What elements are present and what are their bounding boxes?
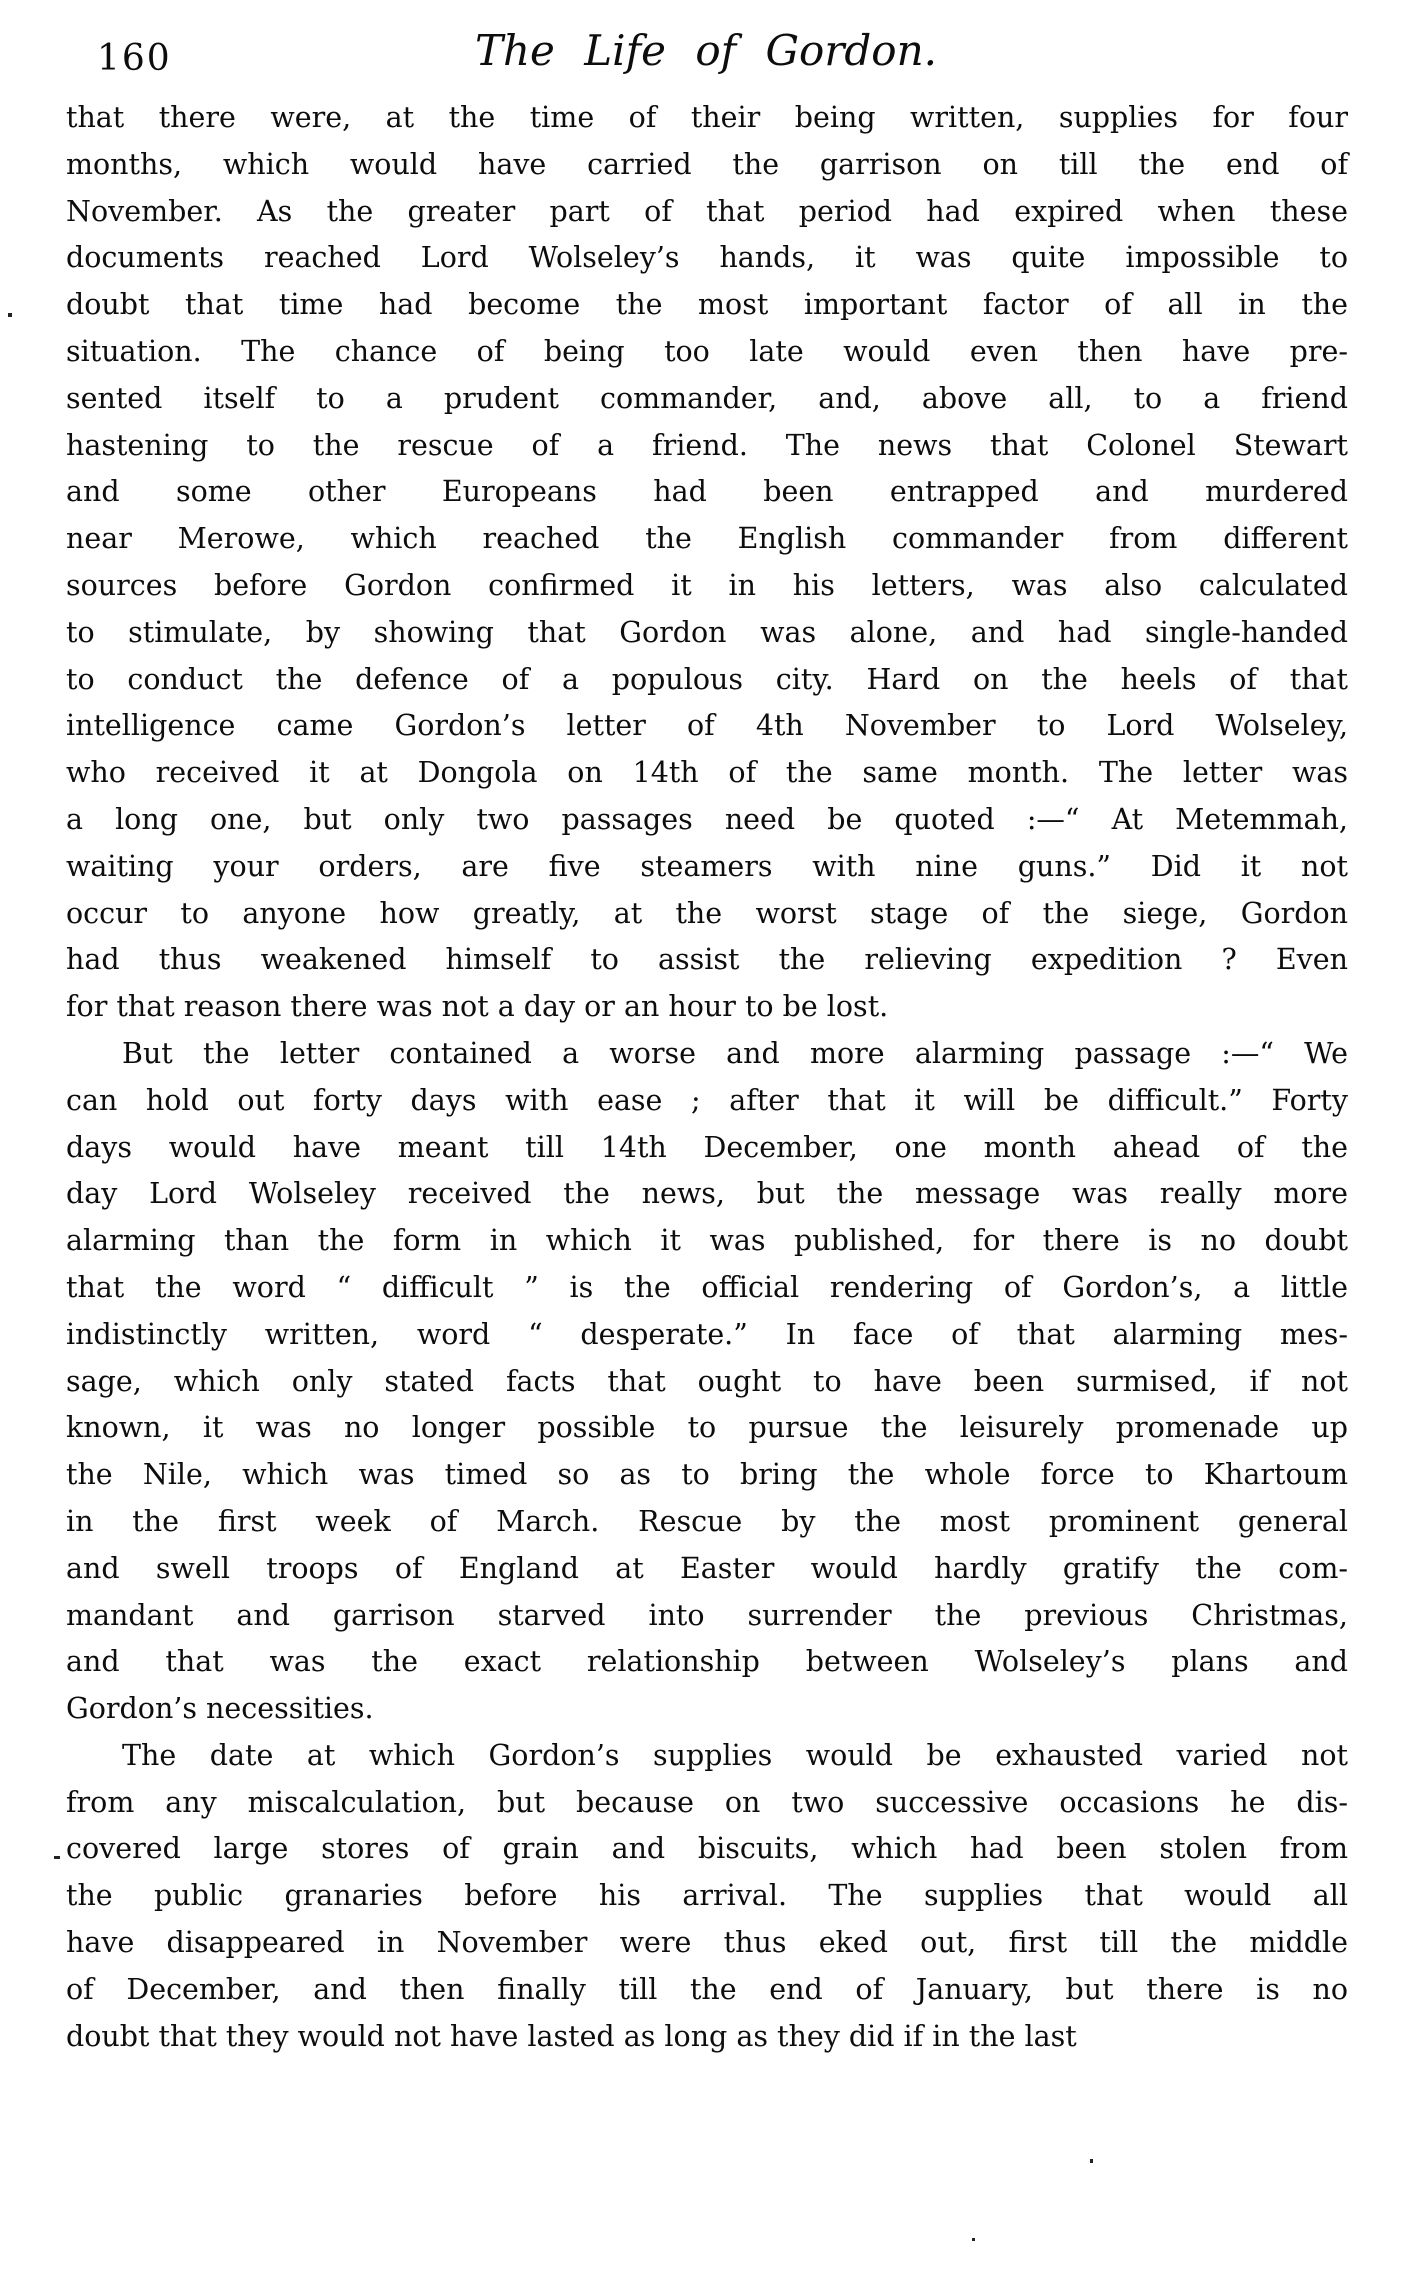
text-line: and swell troops of England at Easter would hardly gratify the com- [66,1551,1348,1585]
text-line: doubt that they would not have lasted as long as they did if in the last [66,2019,1077,2053]
paragraph [66,1733,1348,2061]
text-line: in the first week of March. Rescue by the most prominent general [66,1504,1348,1538]
scan-artifact [8,313,12,317]
text-line: doubt that time had become the most important factor of all in the [66,288,1348,322]
text-line: a long one, but only two passages need be quoted :—“ At Metemmah, [66,802,1348,836]
page-header [0,18,1412,82]
text-line: for that reason there was not a day or an hour to be lost. [66,990,889,1024]
paragraph [66,1031,1348,1733]
text-line: alarming than the form in which it was published, for there is no doubt [66,1224,1348,1258]
text-line: months, which would have carried the garrison on till the end of [66,147,1348,181]
text-line: the public granaries before his arrival. The supplies that would all [66,1879,1348,1913]
text-line: to conduct the defence of a populous city. Hard on the heels of that [66,662,1348,696]
text-line: covered large stores of grain and biscuits, which had been stolen from [66,1832,1348,1866]
text-line: Gordon’s necessities. [66,1692,374,1726]
text-line: situation. The chance of being too late would even then have pre- [66,334,1348,368]
text-line: The date at which Gordon’s supplies would be exhausted varied not [122,1738,1348,1772]
text-line: intelligence came Gordon’s letter of 4th November to Lord Wolseley, [66,709,1348,743]
scan-artifact [54,1856,60,1859]
text-line: But the letter contained a worse and more alarming passage :—“ We [122,1036,1348,1070]
text-line: the Nile, which was timed so as to bring the whole force to Khartoum [66,1458,1348,1492]
text-line: mandant and garrison starved into surrender the previous Christmas, [66,1598,1348,1632]
text-line: November. As the greater part of that period had expired when these [66,194,1348,228]
text-line: waiting your orders, are five steamers with nine guns.” Did it not [66,849,1348,883]
text-line: day Lord Wolseley received the news, but the message was really more [66,1177,1348,1211]
text-line: and that was the exact relationship between Wolseley’s plans and [66,1645,1348,1679]
text-line: near Merowe, which reached the English commander from different [66,522,1348,556]
text-line: who received it at Dongola on 14th of the same month. The letter was [66,756,1348,790]
scan-artifact [972,2238,975,2241]
text-line: that there were, at the time of their being written, supplies for four [66,101,1348,134]
text-line: had thus weakened himself to assist the relieving expedition ? Even [66,943,1348,977]
body-text [66,95,1348,2060]
paragraph [66,95,1348,1031]
text-line: can hold out forty days with ease ; after that it will be difficult.” Forty [66,1083,1348,1117]
text-line: indistinctly written, word “ desperate.” In face of that alarming mes- [66,1317,1348,1351]
text-line: have disappeared in November were thus eked out, first till the middle [66,1926,1348,1960]
page-number: 160 [97,38,172,79]
text-line: documents reached Lord Wolseley’s hands, it was quite impossible to [66,241,1348,275]
text-line: known, it was no longer possible to pursue the leisurely promenade up [66,1411,1348,1445]
text-line: sage, which only stated facts that ought to have been surmised, if not [66,1364,1348,1398]
text-line: hastening to the rescue of a friend. The news that Colonel Stewart [66,428,1348,462]
text-line: sources before Gordon confirmed it in his letters, was also calculated [66,568,1348,602]
running-title: The Life of Gordon. [474,26,937,75]
text-line: days would have meant till 14th December, one month ahead of the [66,1130,1348,1164]
text-line: that the word “ difficult ” is the official rendering of Gordon’s, a little [66,1270,1348,1304]
text-line: from any miscalculation, but because on two successive occasions he dis- [66,1785,1348,1819]
scan-artifact [1090,2159,1093,2163]
text-line: and some other Europeans had been entrapped and murdered [66,475,1348,509]
text-line: to stimulate, by showing that Gordon was alone, and had single-handed [66,615,1348,649]
text-line: occur to anyone how greatly, at the worst stage of the siege, Gordon [66,896,1348,930]
text-line: of December, and then finally till the end of January, but there is no [66,1972,1348,2006]
text-line: sented itself to a prudent commander, and, above all, to a friend [66,381,1348,415]
